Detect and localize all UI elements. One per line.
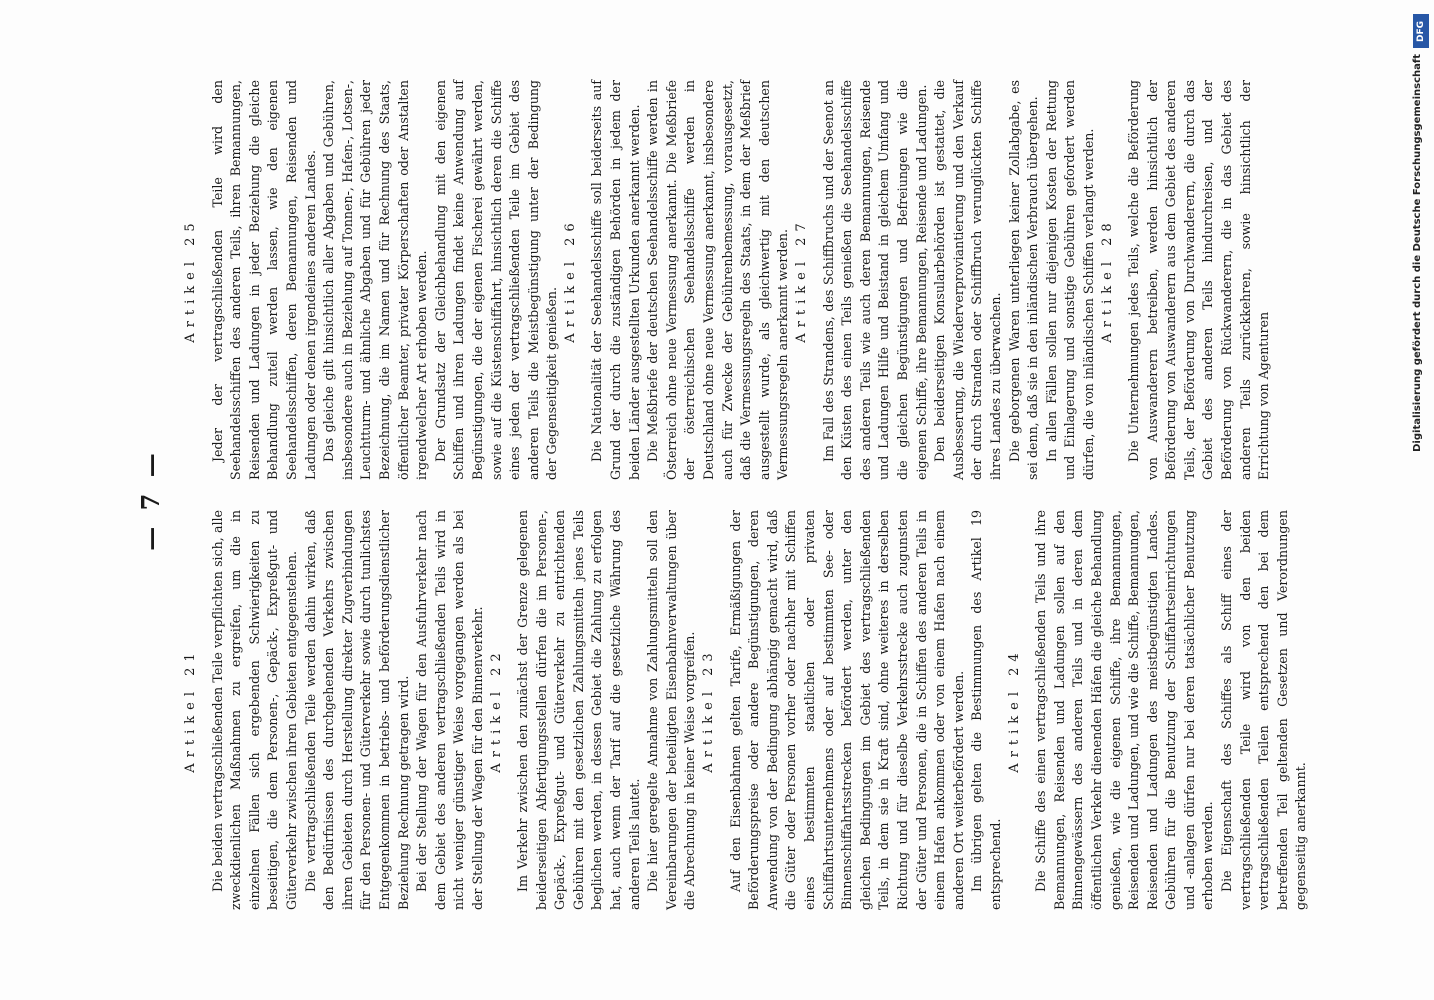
- article-heading: Artikel 24: [1006, 647, 1022, 773]
- paragraph: Im Verkehr zwischen den zunächst der Grenze gelegenen beiderseitigen Abfertigungsstellen dürfen die im Personen-, Gepäck-, Expreßgut- und Güterverkehr zu entrichtenden Gebühren mit den gesetzlichen Zahlungsmitteln jenes Teils beglichen werden, in dessen Gebiet die Zahlung zu erfolgen hat, auch wenn der Tarif auf die gesetzliche Währung des anderen Teils lautet.: [515, 510, 642, 910]
- paragraph: Die geborgenen Waren unterliegen keiner Zollabgabe, es sei denn, daß sie in den inländischen Verbrauch übergehen.: [1006, 80, 1041, 480]
- paragraph: Die Schiffe des einen vertragschließenden Teils und ihre Bemannungen, Reisenden und Ladungen sollen auf den Binnengewässern des anderen Teils und in deren dem öffentlichen Verkehr dienenden Häfen die gleiche Behandlung genießen, wie die eigenen Schiffe, ihre Bemannungen, Reisenden und Ladungen, und wie die Schiffe, Bemannungen, Reisenden und Ladungen des meistbegünstigten Landes. Gebühren für die Benutzung der Schiffahrtseinrichtungen und -anlagen dürfen nur bei deren tatsächlicher Benutzung erhoben werden.: [1033, 510, 1216, 910]
- paragraph: In allen Fällen sollen nur diejenigen Kosten der Rettung und Einlagerung und sonstige Gebühren gefordert werden dürfen, die von inländischen Schiffen verlangt werden.: [1043, 80, 1096, 480]
- paragraph: Bei der Stellung der Wagen für den Ausfuhrverkehr nach dem Gebiet des anderen vertragschließenden Teils wird in nicht weniger günstiger Weise vorgegangen werden als bei der Stellung der Wagen für den Binnenverkehr.: [414, 510, 485, 910]
- paragraph: Die Nationalität der Seehandelsschiffe soll beiderseits auf Grund der durch die zuständigen Behörden in jedem der beiden Länder ausgestellten Urkunden anerkannt werden.: [589, 80, 642, 480]
- article-28: [1099, 80, 1274, 480]
- rotated-page: [122, 50, 1312, 950]
- paragraph: Die Meßbriefe der deutschen Seehandelsschiffe werden in Österreich ohne neue Vermessung anerkannt. Die Meßbriefe der österreichischen Seehandelsschiffe werden in Deutschland ohne neue Vermessung anerkannt, insbesondere auch für Zwecke der Gebührenbemessung, vorausgesetzt, daß die Vermessungsregeln des Staats, in dem der Meßbrief ausgestellt wurde, als gleichwertig mit den deutschen Vermessungsregeln anerkannt werden.: [645, 80, 791, 480]
- paragraph: Auf den Eisenbahnen gelten Tarife, Ermäßigungen der Beförderungspreise oder andere Begünstigungen, deren Anwendung von der Bedingung abhängig gemacht wird, daß die Güter oder Personen vorher oder nachher mit Schiffen eines bestimmten staatlichen oder privaten Schiffahrtsunternehmens oder auf bestimmten See- oder Binnenschiffahrtsstrecken befördert werden, unter den gleichen Bedingungen im Gebiet des vertragschließenden Teils, in dem sie in Kraft sind, ohne weiteres in derselben Richtung und für dieselbe Verkehrsstrecke auch zugunsten der Güter und Personen, die in Schiffen des anderen Teils in einem Hafen ankommen oder von einem Hafen nach einem anderen Ort weiterbefördert werden.: [727, 510, 966, 910]
- paragraph: Im Fall des Strandens, des Schiffbruchs und der Seenot an den Küsten des einen Teils genießen die Seehandelsschiffe des anderen Teils wie auch deren Bemannungen, Reisende und Ladungen Hilfe und Beistand in gleichem Umfang und die gleichen Begünstigungen und Befreiungen wie die eigenen Schiffe, ihre Bemannungen, Reisende und Ladungen.: [820, 80, 929, 480]
- article-heading: Artikel 26: [562, 217, 578, 343]
- article-27: [793, 80, 1099, 480]
- paragraph: Den beiderseitigen Konsularbehörden ist gestattet, die Ausbesserung, die Wiederverproviantierung und den Verkauf der durch Stranden oder Schiffbruch verunglückten Schiffe ihres Landes zu überwachen.: [932, 80, 1003, 480]
- paragraph: Jeder der vertragschließenden Teile wird den Seehandelsschiffen des anderen Teils, ihren Bemannungen, Reisenden und Ladungen in jeder Beziehung die gleiche Behandlung zuteil werden lassen, wie den eigenen Seehandelsschiffen, deren Bemannungen, Reisenden und Ladungen oder denen irgendeines anderen Landes.: [209, 80, 318, 480]
- paragraph: Die beiden vertragschließenden Teile verpflichten sich, alle zweckdienlichen Maßnahmen zu ergreifen, um die in einzelnen Fällen sich ergebenden Schwierigkeiten zu beseitigen, die dem Personen-, Gepäck-, Expreßgut- und Güterverkehr zwischen ihren Gebieten entgegenstehen.: [209, 510, 299, 910]
- left-column: [182, 510, 1311, 910]
- article-heading: Artikel 28: [1099, 217, 1115, 343]
- article-heading: Artikel 22: [488, 647, 504, 773]
- paragraph: Im übrigen gelten die Bestimmungen des Artikel 19 entsprechend.: [969, 510, 1003, 910]
- paragraph: Der Grundsatz der Gleichbehandlung mit den eigenen Schiffen und ihren Ladungen findet keine Anwendung auf Begünstigungen, die der eigenen Fischerei gewährt werden, sowie auf die Küstenschiffahrt, hinsichtlich deren die Schiffe eines jeden der vertragschließenden Teile im Gebiet des anderen Teils die Meistbegünstigung unter der Bedingung der Gegenseitigkeit genießen.: [432, 80, 560, 480]
- dfg-logo: DFG: [1413, 14, 1429, 48]
- article-26: [562, 80, 793, 480]
- digitization-caption: Digitalisierung gefördert durch die Deutsche Forschungsgemeinschaft: [1412, 54, 1423, 452]
- article-heading: Artikel 27: [794, 217, 809, 343]
- article-23: [700, 510, 1006, 910]
- article-heading: Artikel 21: [183, 647, 198, 773]
- article-heading: Artikel 23: [701, 647, 717, 773]
- paragraph: Das gleiche gilt hinsichtlich aller Abgaben und Gebühren, insbesondere auch in Beziehung auf Tonnen-, Hafen-, Lotsen-, Leuchtturm- und ähnliche Abgaben und für Gebühren jeder Bezeichnung, die im Namen und für Rechnung des Staats, öffentlicher Beamter, privater Körperschaften oder Anstalten irgendwelcher Art erhoben werden.: [321, 80, 430, 480]
- digitization-stamp: [1410, 6, 1432, 996]
- paragraph: Die Unternehmungen jedes Teils, welche die Beförderung von Auswanderern betreiben, werden hinsichtlich der Beförderung von Auswanderern aus dem Gebiet des anderen Teils, der Beförderung von Durchwanderern, die durch das Gebiet des anderen Teils hindurchreisen, und der Beförderung von Rückwanderern, die in das Gebiet des anderen Teils zurückkehren, sowie hinsichtlich der Errichtung von Agenturen: [1126, 80, 1272, 480]
- paragraph: Die vertragschließenden Teile werden dahin wirken, daß den Bedürfnissen des durchgehenden Verkehrs zwischen ihren Gebieten durch Herstellung direkter Zugverbindungen für den Personen- und Güterverkehr sowie durch tunlichstes Entgegenkommen in betriebs- und beförderungsdienstlicher Beziehung Rechnung getragen wird.: [302, 510, 411, 910]
- article-25: [182, 80, 562, 480]
- article-24: [1006, 510, 1312, 910]
- paragraph: Die Eigenschaft des Schiffes als Schiff eines der vertragschließenden Teile wird von den beiden vertragschließenden Teilen entsprechend den bei dem betreffenden Teil geltenden Gesetzen und Verordnungen gegenseitig anerkannt.: [1219, 510, 1309, 910]
- article-heading: Artikel 25: [183, 217, 198, 343]
- article-22: [488, 510, 701, 910]
- article-21: [182, 510, 488, 910]
- paragraph: Die hier geregelte Annahme von Zahlungsmitteln soll den Vereinbarungen der beteiligten Eisenbahnverwaltungen über die Abrechnung in keiner Weise vorgreifen.: [645, 510, 698, 910]
- page-number: — 7 —: [136, 449, 165, 551]
- right-column: [182, 80, 1274, 480]
